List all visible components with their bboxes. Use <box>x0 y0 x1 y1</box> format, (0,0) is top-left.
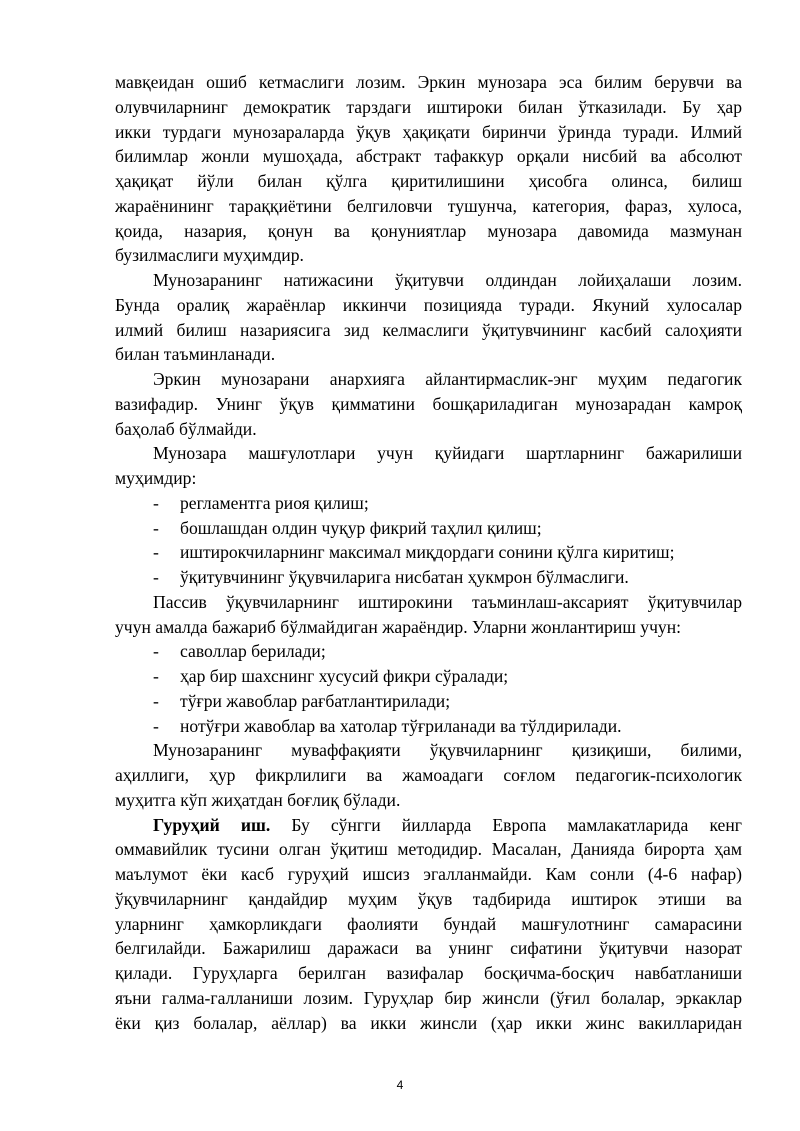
text-line: Пассив ўқувчиларнинг иштирокини таъминлаш-аксарият ўқитувчилар <box>153 591 742 612</box>
list-item-text: нотўғри жавоблар ва хатолар тўғриланади ва тўлдирилади. <box>180 715 622 736</box>
text-line: аҳиллиги, ҳур фикрлилиги ва жамоадаги соғлом педагогик-психологик <box>115 765 742 785</box>
list-item <box>115 565 742 590</box>
text-line: билимлар жонли мушоҳада, абстракт тафаккур орқали нисбий ва абсолют <box>115 146 742 167</box>
list-item-text: регламентга риоя қилиш; <box>180 492 369 513</box>
bullet-dash: - <box>153 666 159 686</box>
list-item <box>115 714 742 739</box>
text-line: Мунозаранинг муваффақияти ўқувчиларнинг қизиқиши, билими, <box>153 740 742 761</box>
text-line: баҳолаб бўлмайди. <box>115 418 257 439</box>
text-line: оммавийлик тусини олган ўқитиш методидир. Масалан, Данияда бирорта ҳам <box>115 839 742 860</box>
text-line: билан таъминланади. <box>115 344 276 365</box>
text-line: уларнинг ҳамкорликдаги фаолияти бундай машғулотнинг самарасини <box>115 913 742 934</box>
list-item-text: тўғри жавоблар рағбатлантирилади; <box>180 690 451 711</box>
text-line: ёки қиз болалар, аёллар) ва икки жинсли (ҳар икки жинс вакилларидан <box>115 1012 742 1033</box>
text-line: Бунда оралиқ жараёнлар иккинчи позицияда туради. Якуний хулосалар <box>115 294 742 315</box>
text-line: мавқеидан ошиб кетмаслиги лозим. Эркин мунозара эса билим берувчи ва <box>115 72 742 92</box>
list-item <box>115 664 742 689</box>
bullet-dash: - <box>153 567 159 587</box>
bullet-dash: - <box>153 542 159 563</box>
bullet-dash: - <box>153 715 159 736</box>
text-line: Эркин мунозарани анархияга айлантирмаслик-энг муҳим педагогик <box>153 369 742 389</box>
bullet-dash: - <box>153 641 159 662</box>
bullet-dash: - <box>153 517 159 538</box>
text-line: жараёнининг тараққиётини белгиловчи тушунча, категория, фараз, хулоса, <box>115 195 742 216</box>
page-number: 4 <box>396 1078 404 1092</box>
text-line-rest: Бу сўнгги йилларда Европа мамлакатларида кенг <box>291 814 742 835</box>
text-line: учун амалда бажариб бўлмайдиган жараёндир. Уларни жонлантириш учун: <box>115 616 682 637</box>
list-item <box>115 516 742 541</box>
list-item <box>115 689 742 714</box>
text-line: вазифадир. Унинг ўқув қимматини бошқариладиган мунозарадан камроқ <box>115 393 742 414</box>
text-line: олувчиларнинг демократик тарздаги иштироки билан ўтказилади. Бу ҳар <box>115 96 742 117</box>
list-item-text: иштирокчиларнинг максимал миқдордаги сонини қўлга киритиш; <box>180 542 675 563</box>
section-heading: Гуруҳий иш. <box>153 814 271 835</box>
list-item-text: бошлашдан олдин чуқур фикрий таҳлил қилиш; <box>180 517 542 538</box>
list-item <box>115 540 742 565</box>
text-line: икки турдаги мунозараларда ўқув ҳақиқати биринчи ўринда туради. Илмий <box>115 121 742 142</box>
list-item-text: ўқитувчининг ўқувчиларига нисбатан ҳукмрон бўлмаслиги. <box>180 567 629 587</box>
document-page <box>115 70 742 1035</box>
text-line: муҳитга кўп жиҳатдан боғлиқ бўлади. <box>115 789 401 810</box>
text-line: Мунозаранинг натижасини ўқитувчи олдиндан лойиҳалаши лозим. <box>153 270 742 290</box>
bullet-dash: - <box>153 492 159 513</box>
text-line: маълумот ёки касб гуруҳий ишсиз эгалланмайди. Кам сонли (4-6 нафар) <box>115 864 742 884</box>
text-line: илмий билиш назариясига зид келмаслиги ўқитувчининг касбий салоҳияти <box>115 319 742 340</box>
text-line: қоида, назария, қонун ва қонуниятлар мунозара давомида мазмунан <box>115 220 742 241</box>
list-item <box>115 639 742 664</box>
text-line: ҳақиқат йўли билан қўлга қиритилишини ҳисобга олинса, билиш <box>115 171 742 191</box>
text-line: яъни галма-галланиши лозим. Гуруҳлар бир жинсли (ўғил болалар, эркаклар <box>115 987 742 1008</box>
text-line: қилади. Гуруҳларга берилган вазифалар босқичма-босқич навбатланиши <box>115 963 742 983</box>
text-line: ўқувчиларнинг қандайдир муҳим ўқув тадбирида иштирок этиши ва <box>115 888 742 909</box>
list-item <box>115 491 742 516</box>
list-item-text: ҳар бир шахснинг хусусий фикри сўралади; <box>180 666 509 686</box>
text-line: Мунозара машғулотлари учун қуйидаги шартларнинг бажарилиши <box>153 443 742 464</box>
bullet-dash: - <box>153 690 159 711</box>
text-line: муҳимдир: <box>115 468 197 488</box>
text-line <box>115 813 742 838</box>
text-line: белгилайди. Бажарилиш даражаси ва унинг сифатини ўқитувчи назорат <box>115 938 742 959</box>
text-line: бузилмаслиги муҳимдир. <box>115 245 304 266</box>
list-item-text: саволлар берилади; <box>180 641 326 662</box>
